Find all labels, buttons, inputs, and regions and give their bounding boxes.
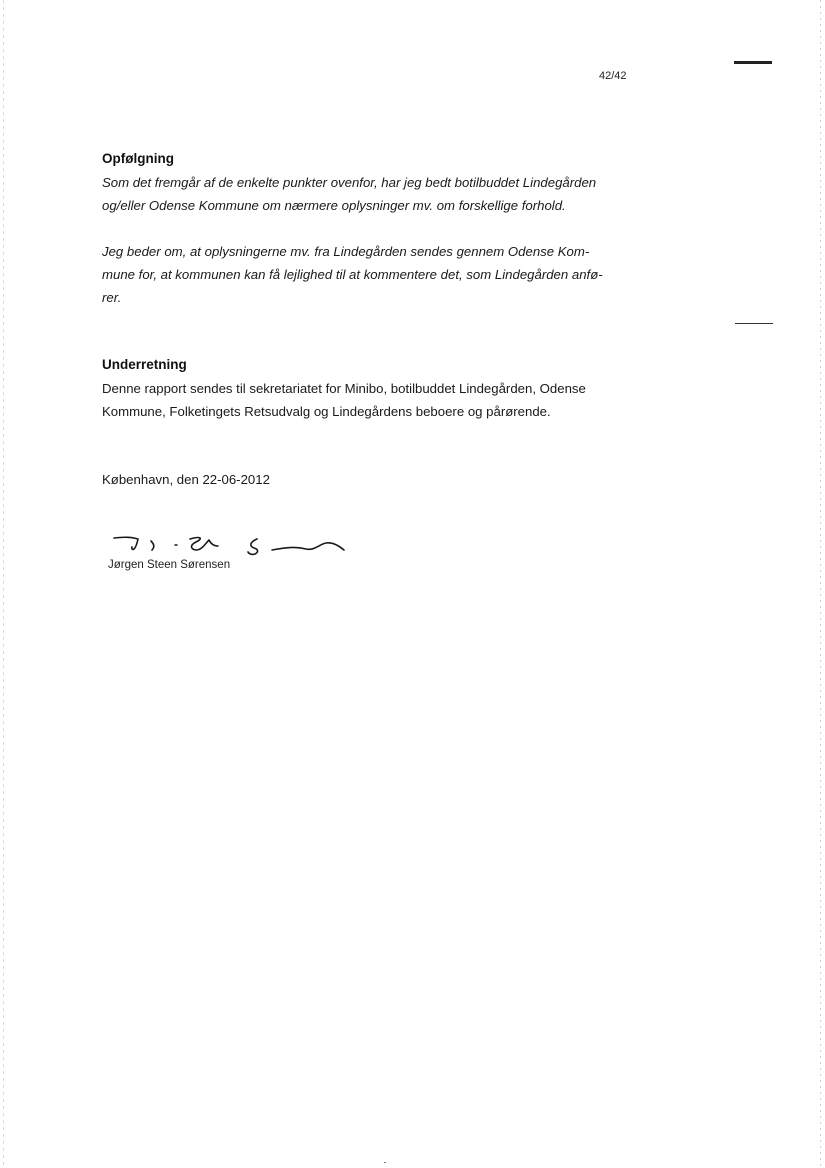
signer-name: Jørgen Steen Sørensen xyxy=(108,559,231,571)
margin-mark-top xyxy=(734,61,772,64)
text-line: Denne rapport sendes til sekretariatet for Minibo, botilbuddet Lindegården, Odense xyxy=(102,381,586,396)
text-line: Som det fremgår af de enkelte punkter ovenfor, har jeg bedt botilbuddet Lindegården xyxy=(102,175,597,190)
followup-paragraph-1 xyxy=(102,171,622,217)
text-line: mune for, at kommunen kan få lejlighed til at kommentere det, som Lindegården anfø- xyxy=(102,267,603,282)
place-date: København, den 22-06-2012 xyxy=(102,472,270,487)
text-line: rer. xyxy=(102,290,122,305)
notification-heading: Underretning xyxy=(102,357,187,372)
text-line: Kommune, Folketingets Retsudvalg og Lindegårdens beboere og pårørende. xyxy=(102,404,551,419)
scan-page-edge-left xyxy=(3,0,4,1168)
margin-mark-middle xyxy=(735,323,773,324)
text-line: Jeg beder om, at oplysningerne mv. fra Lindegården sendes gennem Odense Kom- xyxy=(102,244,590,259)
scan-speck xyxy=(384,1162,386,1163)
text-line: og/eller Odense Kommune om nærmere oplysninger mv. om forskellige forhold. xyxy=(102,198,566,213)
page-number: 42/42 xyxy=(599,70,627,82)
notification-paragraph xyxy=(102,377,622,423)
followup-paragraph-2 xyxy=(102,240,622,309)
scan-page-edge-right xyxy=(820,0,821,1168)
followup-heading: Opfølgning xyxy=(102,151,174,166)
